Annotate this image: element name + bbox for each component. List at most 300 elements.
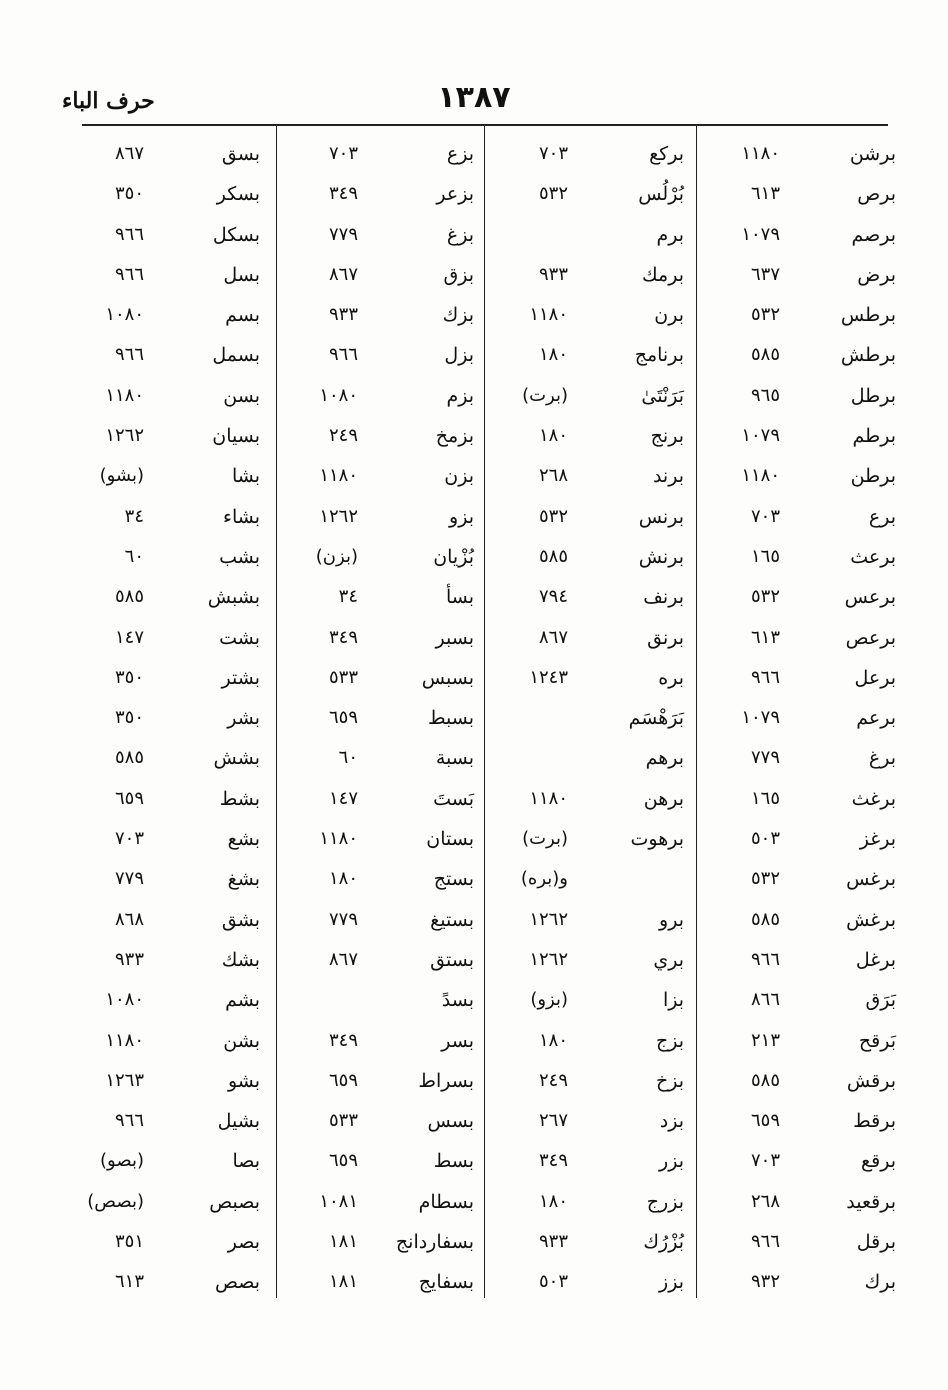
- entry-word: برص: [857, 183, 896, 206]
- index-entry: [70, 1145, 260, 1185]
- index-entry: [494, 501, 684, 541]
- index-entry: [706, 1226, 896, 1266]
- entry-word: بسبر: [435, 626, 474, 649]
- column-divider: [696, 126, 697, 1298]
- entry-word: بسدً: [441, 989, 474, 1012]
- index-entry: [494, 1186, 684, 1226]
- entry-page-ref: ٨٦٧: [538, 626, 568, 648]
- index-entry: [494, 984, 684, 1024]
- entry-page-ref: ٣٤٩: [328, 183, 358, 205]
- entry-page-ref: ١٢٤٣: [529, 666, 568, 688]
- index-entry: [70, 339, 260, 379]
- entry-word: برقل: [856, 1231, 896, 1254]
- index-entry: [284, 622, 474, 662]
- entry-page-ref: ٩٣٣: [538, 1231, 568, 1253]
- entry-word: بسق: [221, 143, 260, 165]
- entry-page-ref: ٥٨٥: [538, 545, 568, 567]
- entry-page-ref: ٦٠: [338, 747, 358, 769]
- index-entry: [70, 581, 260, 621]
- entry-word: بسكل: [212, 223, 260, 246]
- entry-page-ref: ٩٣٣: [538, 263, 568, 285]
- index-column-3: [284, 138, 474, 1307]
- entry-word: بُرْلُس: [638, 183, 684, 206]
- index-entry: [70, 662, 260, 702]
- entry-page-ref: ٥٨٥: [750, 1069, 780, 1091]
- index-entry: [70, 259, 260, 299]
- entry-word: برن: [654, 304, 684, 327]
- entry-word: برعل: [854, 666, 896, 689]
- index-entry: [494, 1226, 684, 1266]
- entry-word: بشش: [213, 747, 260, 770]
- entry-page-ref: ١٠٨٠: [105, 304, 144, 326]
- index-entry: [494, 944, 684, 984]
- entry-page-ref: و(بره): [520, 868, 568, 890]
- entry-word: بشتر: [221, 666, 260, 689]
- index-entry: [70, 460, 260, 500]
- index-entry: [706, 339, 896, 379]
- index-entry: [70, 178, 260, 218]
- entry-page-ref: ٩٦٦: [114, 223, 144, 245]
- index-entry: [494, 1266, 684, 1306]
- index-entry: [70, 863, 260, 903]
- entry-word: برنس: [638, 505, 684, 528]
- entry-word: برهن: [643, 787, 684, 810]
- entry-word: بسأ: [445, 586, 474, 609]
- entry-page-ref: ٩٦٦: [114, 344, 144, 366]
- entry-page-ref: ١٨٠: [538, 344, 568, 366]
- entry-page-ref: ١٨٠: [538, 1029, 568, 1051]
- index-entry: [284, 1145, 474, 1185]
- entry-word: بسبس: [421, 666, 474, 689]
- index-entry: [70, 1266, 260, 1306]
- index-entry: [284, 339, 474, 379]
- index-entry: [706, 178, 896, 218]
- entry-page-ref: ٧٧٩: [328, 908, 358, 930]
- entry-word: برغ: [868, 747, 896, 770]
- index-entry: [494, 299, 684, 339]
- entry-word: برنق: [647, 626, 684, 649]
- entry-page-ref: ٥٣٣: [328, 666, 358, 688]
- entry-page-ref: ١٤٧: [114, 626, 144, 648]
- entry-page-ref: ٨٦٧: [328, 948, 358, 970]
- index-entry: [70, 420, 260, 460]
- entry-page-ref: (بصو): [100, 1150, 144, 1172]
- page-number: ١٣٨٧: [437, 80, 511, 115]
- entry-page-ref: ٩٦٦: [750, 666, 780, 688]
- entry-word: برطش: [840, 344, 896, 367]
- index-entry: [494, 138, 684, 178]
- section-title: حرف الباء: [62, 88, 155, 114]
- index-entry: [284, 460, 474, 500]
- entry-page-ref: ١٢٦٢: [319, 505, 358, 527]
- entry-page-ref: ٨٦٨: [114, 908, 144, 930]
- entry-word: برنامج: [634, 344, 684, 367]
- entry-page-ref: ١٠٨٠: [319, 384, 358, 406]
- entry-word: بركع: [649, 143, 684, 165]
- entry-page-ref: ٥٠٣: [750, 828, 780, 850]
- entry-page-ref: (بصص): [87, 1190, 144, 1212]
- entry-page-ref: ٧٠٣: [750, 1150, 780, 1172]
- entry-word: بزخ: [655, 1069, 684, 1092]
- entry-page-ref: ٢٤٩: [328, 425, 358, 447]
- entry-word: برشن: [849, 143, 896, 165]
- entry-word: برعس: [844, 586, 896, 609]
- entry-word: برهم: [645, 747, 684, 770]
- entry-page-ref: ١٨١: [328, 1231, 358, 1253]
- entry-word: بسفاردانج: [395, 1231, 474, 1254]
- entry-word: بشبش: [207, 586, 260, 609]
- entry-page-ref: ٧٧٩: [114, 868, 144, 890]
- index-entry: [284, 1105, 474, 1145]
- index-entry: [284, 944, 474, 984]
- entry-word: بسراط: [418, 1069, 474, 1092]
- index-entry: [70, 742, 260, 782]
- entry-word: برغس: [846, 868, 896, 891]
- entry-word: برقط: [853, 1110, 896, 1133]
- entry-word: بسمل: [212, 344, 260, 367]
- entry-word: برقع: [861, 1150, 896, 1173]
- index-entry: [70, 622, 260, 662]
- entry-page-ref: (بشو): [99, 465, 144, 487]
- entry-page-ref: ٩٦٦: [114, 263, 144, 285]
- index-entry: [284, 219, 474, 259]
- index-entry: [706, 501, 896, 541]
- entry-page-ref: ٩٦٦: [750, 948, 780, 970]
- entry-page-ref: ٩٣٢: [750, 1271, 780, 1293]
- entry-page-ref: ٩٣٣: [328, 304, 358, 326]
- entry-page-ref: ٥٨٥: [114, 747, 144, 769]
- entry-word: بزع: [446, 143, 474, 165]
- entry-page-ref: ٩٦٦: [328, 344, 358, 366]
- entry-page-ref: ٢١٣: [750, 1029, 780, 1051]
- entry-page-ref: ٦١٣: [114, 1271, 144, 1293]
- entry-word: بزم: [446, 384, 474, 407]
- entry-word: بصبص: [209, 1190, 260, 1213]
- entry-word: بصا: [232, 1150, 260, 1173]
- index-entry: [494, 219, 684, 259]
- entry-page-ref: ١١٨٠: [319, 828, 358, 850]
- index-entry: [706, 622, 896, 662]
- index-entry: [70, 1186, 260, 1226]
- entry-word: بزغ: [446, 223, 474, 246]
- entry-word: بَستَ: [433, 787, 474, 810]
- entry-word: بَرَنْتَىٰ: [641, 384, 684, 407]
- entry-page-ref: ١٤٧: [328, 787, 358, 809]
- entry-page-ref: ٢٤٩: [538, 1069, 568, 1091]
- index-entry: [494, 1025, 684, 1065]
- entry-word: بشغ: [227, 868, 260, 891]
- index-entry: [284, 742, 474, 782]
- index-entry: [70, 380, 260, 420]
- index-entry: [706, 863, 896, 903]
- entry-word: بستج: [433, 868, 474, 891]
- index-entry: [70, 541, 260, 581]
- entry-word: بزر: [659, 1150, 684, 1173]
- index-entry: [70, 1065, 260, 1105]
- entry-page-ref: ٩٦٥: [750, 384, 780, 406]
- index-entry: [284, 581, 474, 621]
- entry-page-ref: ١٢٦٢: [529, 948, 568, 970]
- entry-word: بزا: [662, 989, 684, 1012]
- entry-word: بسفايج: [418, 1271, 474, 1294]
- entry-word: بسبة: [435, 747, 474, 770]
- entry-page-ref: ٨٦٦: [750, 989, 780, 1011]
- index-entry: [284, 299, 474, 339]
- index-entry: [706, 420, 896, 460]
- index-entry: [494, 742, 684, 782]
- index-entry: [494, 259, 684, 299]
- entry-word: بشو: [227, 1069, 260, 1092]
- index-entry: [70, 501, 260, 541]
- index-entry: [70, 984, 260, 1024]
- entry-page-ref: ١٢٦٢: [529, 908, 568, 930]
- header-rule: [82, 124, 888, 126]
- entry-page-ref: ٦٥٩: [114, 787, 144, 809]
- entry-page-ref: ٢٦٧: [538, 1110, 568, 1132]
- entry-page-ref: ٣٥٠: [114, 666, 144, 688]
- entry-page-ref: ١٦٥: [750, 787, 780, 809]
- entry-page-ref: ٧٠٣: [538, 143, 568, 164]
- entry-page-ref: ٥٣٢: [750, 304, 780, 326]
- index-entry: [706, 1105, 896, 1145]
- column-divider: [484, 126, 485, 1298]
- index-entry: [284, 662, 474, 702]
- entry-word: بُزْيان: [433, 545, 474, 568]
- index-column-2: [494, 138, 684, 1307]
- index-entry: [284, 702, 474, 742]
- index-entry: [70, 138, 260, 178]
- entry-page-ref: ٦٥٩: [328, 707, 358, 729]
- entry-word: بزعر: [436, 183, 474, 206]
- entry-word: بزد: [659, 1110, 684, 1133]
- index-entry: [706, 1145, 896, 1185]
- entry-page-ref: ١٢٦٢: [105, 425, 144, 447]
- entry-page-ref: ٧٠٣: [114, 828, 144, 850]
- entry-page-ref: ٣٥٠: [114, 707, 144, 729]
- entry-page-ref: ١٠٧٩: [741, 707, 780, 729]
- entry-page-ref: ١١٨٠: [105, 384, 144, 406]
- index-entry: [494, 380, 684, 420]
- index-entry: [494, 339, 684, 379]
- entry-page-ref: (برت): [522, 828, 568, 850]
- index-entry: [706, 259, 896, 299]
- entry-word: برقش: [846, 1069, 896, 1092]
- entry-page-ref: ١٢٦٣: [105, 1069, 144, 1091]
- entry-page-ref: ٦٥٩: [750, 1110, 780, 1132]
- index-entry: [494, 662, 684, 702]
- entry-word: بسس: [427, 1110, 474, 1133]
- entry-word: برم: [656, 223, 684, 246]
- index-entry: [70, 299, 260, 339]
- entry-word: بشن: [223, 1029, 260, 1052]
- entry-word: بسن: [223, 384, 260, 407]
- index-entry: [494, 904, 684, 944]
- entry-page-ref: ١٨١: [328, 1271, 358, 1293]
- entry-word: بزمخ: [435, 425, 474, 448]
- index-entry: [494, 863, 684, 903]
- entry-word: بزن: [444, 465, 474, 488]
- entry-word: بشيل: [217, 1110, 260, 1133]
- entry-word: بزق: [443, 263, 474, 286]
- entry-word: بسطام: [418, 1190, 474, 1213]
- index-entry: [706, 219, 896, 259]
- index-entry: [70, 702, 260, 742]
- entry-word: برقعيد: [846, 1190, 896, 1213]
- entry-word: برند: [652, 465, 684, 488]
- column-divider: [276, 126, 277, 1298]
- entry-word: بسط: [433, 1150, 474, 1173]
- index-entry: [494, 460, 684, 500]
- entry-word: بسيان: [212, 425, 260, 448]
- entry-word: بسكر: [216, 183, 260, 206]
- entry-page-ref: ٧٧٩: [750, 747, 780, 769]
- entry-page-ref: ١١٨٠: [105, 1029, 144, 1051]
- index-entry: [706, 1025, 896, 1065]
- entry-page-ref: ٣٥٠: [114, 183, 144, 205]
- index-entry: [706, 299, 896, 339]
- entry-word: برطن: [850, 465, 896, 488]
- entry-page-ref: ٦٠: [124, 545, 144, 567]
- index-entry: [706, 783, 896, 823]
- entry-page-ref: ٢٦٨: [750, 1190, 780, 1212]
- entry-word: برطس: [840, 304, 896, 327]
- index-entry: [284, 783, 474, 823]
- entry-word: بزز: [659, 1271, 684, 1294]
- index-entry: [70, 944, 260, 984]
- entry-page-ref: ٥٨٥: [114, 586, 144, 608]
- entry-word: بشر: [227, 707, 260, 730]
- entry-word: بزرج: [646, 1190, 684, 1213]
- entry-word: بُزْرُك: [643, 1231, 684, 1254]
- entry-word: برو: [659, 908, 684, 931]
- entry-word: بشت: [219, 626, 260, 649]
- entry-page-ref: ٧٧٩: [328, 223, 358, 245]
- index-entry: [284, 904, 474, 944]
- entry-word: بَرَق: [865, 989, 896, 1012]
- index-entry: [494, 541, 684, 581]
- entry-page-ref: ١١٨٠: [529, 787, 568, 809]
- index-entry: [284, 863, 474, 903]
- entry-word: بشع: [227, 828, 260, 851]
- index-entry: [706, 138, 896, 178]
- index-entry: [284, 420, 474, 460]
- entry-page-ref: ٥٠٣: [538, 1271, 568, 1293]
- index-entry: [70, 1105, 260, 1145]
- entry-page-ref: ١٦٥: [750, 545, 780, 567]
- entry-page-ref: (برت): [522, 384, 568, 406]
- entry-word: برمك: [642, 263, 684, 286]
- entry-word: برنج: [650, 425, 684, 448]
- entry-word: برعص: [845, 626, 896, 649]
- entry-word: برعث: [850, 545, 896, 568]
- entry-word: بزل: [444, 344, 474, 367]
- entry-page-ref: ٩٣٣: [114, 948, 144, 970]
- index-entry: [494, 823, 684, 863]
- entry-word: برطم: [852, 425, 896, 448]
- entry-page-ref: ٥٣٢: [750, 586, 780, 608]
- entry-word: بزج: [655, 1029, 684, 1052]
- entry-page-ref: ٩٦٦: [750, 1231, 780, 1253]
- index-entry: [284, 1226, 474, 1266]
- index-entry: [706, 541, 896, 581]
- index-entry: [70, 219, 260, 259]
- entry-page-ref: ٦٥٩: [328, 1150, 358, 1172]
- entry-word: بشب: [219, 545, 260, 568]
- index-entry: [706, 662, 896, 702]
- index-entry: [706, 581, 896, 621]
- index-entry: [284, 541, 474, 581]
- entry-word: بشا: [231, 465, 260, 488]
- entry-page-ref: ٧٠٣: [328, 143, 358, 164]
- entry-word: بستيغ: [430, 908, 474, 931]
- entry-page-ref: ٣٤٩: [538, 1150, 568, 1172]
- entry-word: بشم: [225, 989, 260, 1012]
- entry-word: بشاء: [223, 505, 260, 528]
- entry-page-ref: ٣٤٩: [328, 626, 358, 648]
- entry-page-ref: ١١٨٠: [741, 465, 780, 487]
- index-entry: [706, 380, 896, 420]
- entry-word: بشك: [221, 948, 260, 971]
- entry-word: برغث: [851, 787, 896, 810]
- entry-page-ref: ٥٣٢: [538, 183, 568, 205]
- entry-page-ref: ١١٨٠: [319, 465, 358, 487]
- entry-page-ref: (بزو): [530, 989, 568, 1011]
- entry-word: بشق: [221, 908, 260, 931]
- entry-word: بسم: [225, 304, 260, 327]
- index-entry: [70, 823, 260, 863]
- entry-word: بسل: [223, 263, 260, 286]
- index-column-1: [706, 138, 896, 1307]
- entry-page-ref: ١١٨٠: [529, 304, 568, 326]
- index-entry: [494, 1105, 684, 1145]
- entry-word: بزو: [449, 505, 474, 528]
- entry-page-ref: ٩٦٦: [114, 1110, 144, 1132]
- index-entry: [706, 823, 896, 863]
- index-entry: [706, 1266, 896, 1306]
- entry-page-ref: ٢٦٨: [538, 465, 568, 487]
- index-entry: [706, 984, 896, 1024]
- index-entry: [284, 1065, 474, 1105]
- entry-page-ref: ٥٨٥: [750, 344, 780, 366]
- entry-word: بَرقح: [858, 1029, 896, 1052]
- entry-word: بَرَهْسَم: [628, 707, 684, 730]
- index-entry: [284, 823, 474, 863]
- index-entry: [706, 904, 896, 944]
- index-entry: [70, 783, 260, 823]
- index-entry: [494, 1145, 684, 1185]
- index-entry: [284, 984, 474, 1024]
- entry-page-ref: ٥٨٥: [750, 908, 780, 930]
- entry-page-ref: ٨٦٧: [114, 143, 144, 164]
- entry-word: برنف: [643, 586, 684, 609]
- entry-word: بسر: [441, 1029, 474, 1052]
- entry-word: برك: [864, 1271, 896, 1294]
- entry-page-ref: ٣٥١: [114, 1231, 144, 1253]
- entry-page-ref: (بزن): [315, 545, 358, 567]
- entry-word: برطل: [850, 384, 896, 407]
- entry-page-ref: ١٨٠: [328, 868, 358, 890]
- index-entry: [284, 380, 474, 420]
- entry-word: بصص: [214, 1271, 260, 1294]
- index-entry: [284, 178, 474, 218]
- entry-word: برصم: [851, 223, 896, 246]
- index-entry: [284, 138, 474, 178]
- entry-page-ref: ١١٨٠: [741, 143, 780, 164]
- entry-word: برغل: [855, 948, 896, 971]
- entry-page-ref: ١٠٨٠: [105, 989, 144, 1011]
- index-entry: [494, 622, 684, 662]
- entry-word: بري: [653, 948, 684, 971]
